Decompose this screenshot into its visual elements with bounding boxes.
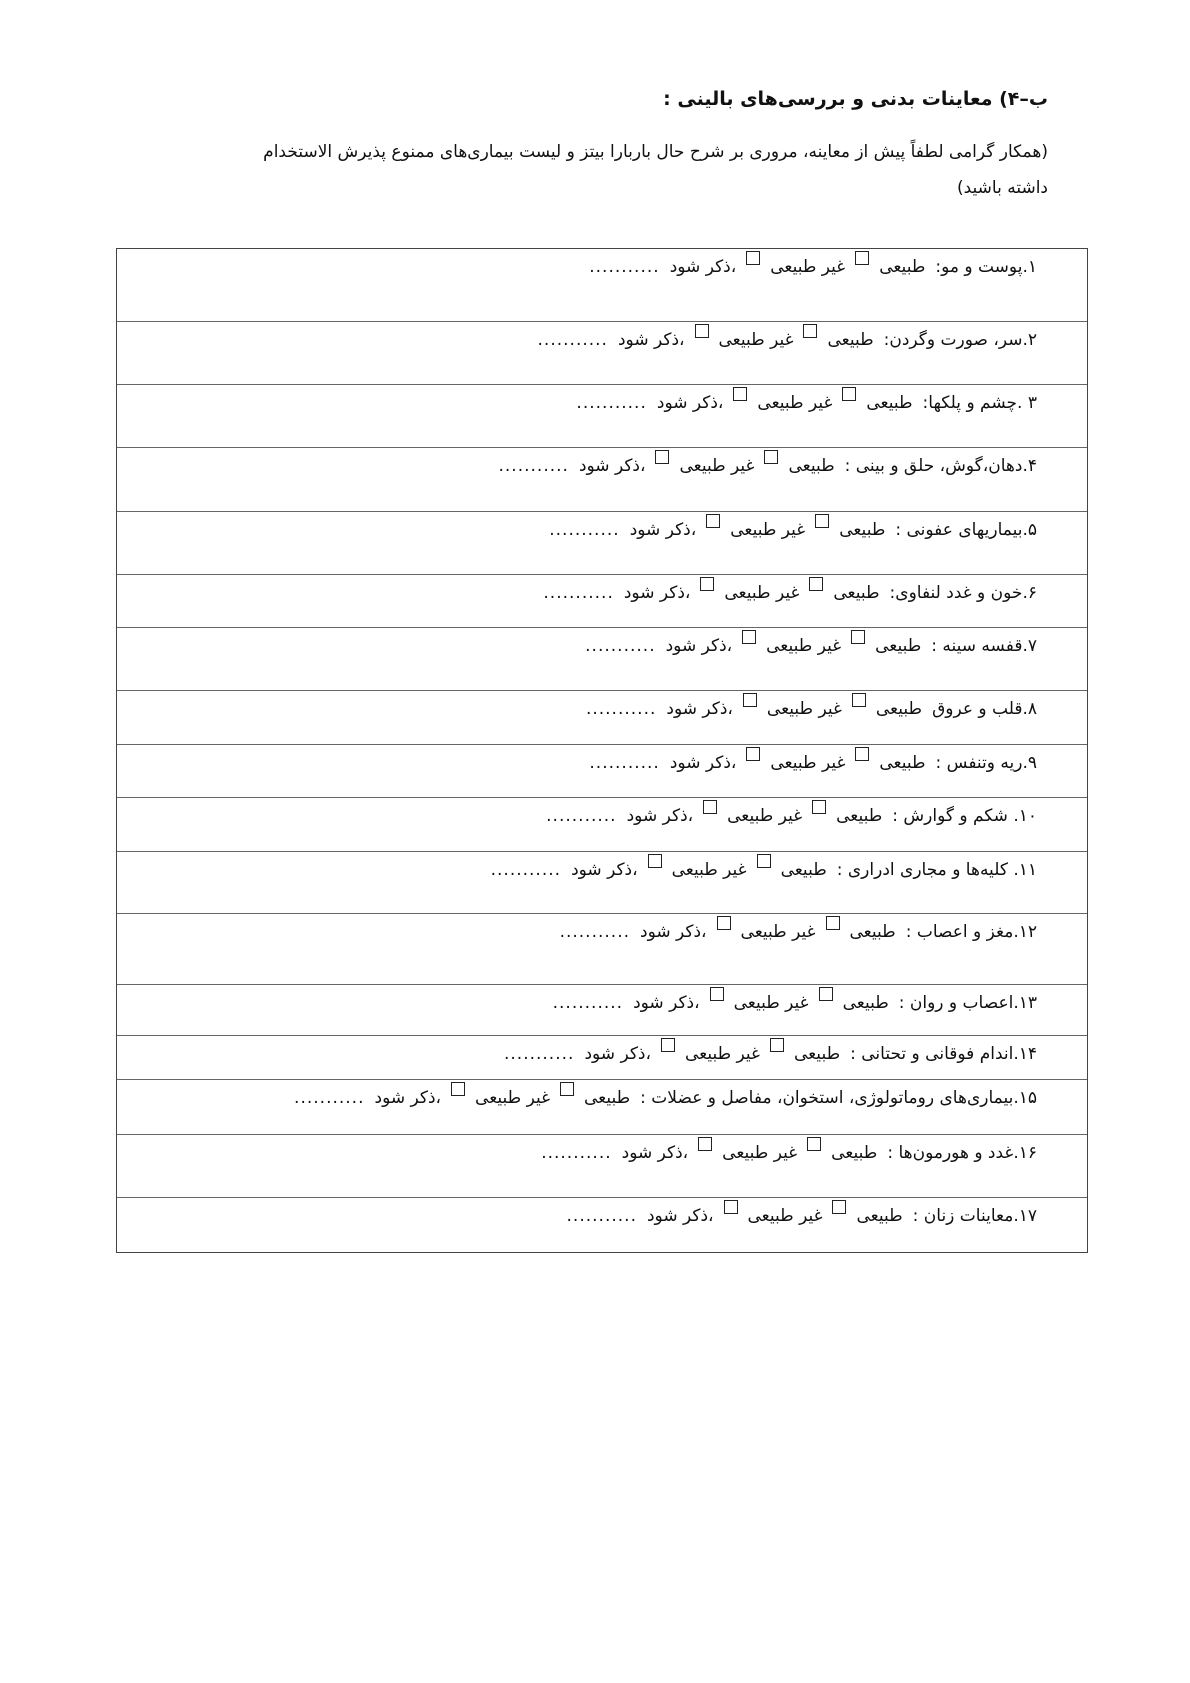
- exam-row-content: [560, 922, 1037, 942]
- abnormal-checkbox[interactable]: [706, 514, 720, 528]
- exam-row-content: [541, 1143, 1037, 1163]
- exam-row-content: [576, 393, 1037, 413]
- exam-row: [117, 851, 1087, 913]
- normal-label: طبیعی: [793, 1044, 841, 1064]
- normal-checkbox[interactable]: [826, 916, 840, 930]
- abnormal-label: غیر طبیعی: [747, 1206, 823, 1226]
- exam-row: [117, 913, 1087, 984]
- exam-row: [117, 1079, 1087, 1134]
- specify-label: ،ذکر شود: [666, 699, 733, 719]
- abnormal-label: غیر طبیعی: [722, 1143, 798, 1163]
- exam-row-content: [549, 520, 1037, 540]
- specify-blank[interactable]: ...........: [576, 393, 647, 413]
- exam-item-label: ۱۶.غدد و هورمون‌ها :: [887, 1143, 1037, 1163]
- abnormal-label: غیر طبیعی: [757, 393, 833, 413]
- normal-checkbox[interactable]: [560, 1082, 574, 1096]
- exam-row: [117, 690, 1087, 744]
- specify-label: ،ذکر شود: [623, 583, 691, 603]
- normal-label: طبیعی: [875, 636, 922, 656]
- exam-row: [117, 744, 1087, 797]
- normal-label: طبیعی: [831, 1143, 878, 1163]
- exam-item-label: ۲.سر، صورت وگردن:: [883, 330, 1037, 350]
- specify-blank[interactable]: ...........: [503, 1044, 575, 1064]
- exam-row-content: [553, 993, 1037, 1013]
- normal-label: طبیعی: [788, 456, 835, 476]
- exam-row-content: [294, 1088, 1037, 1108]
- normal-checkbox[interactable]: [855, 747, 869, 761]
- abnormal-label: غیر طبیعی: [679, 456, 755, 476]
- exam-row-content: [538, 330, 1037, 350]
- exam-item-label: ۱.پوست و مو:: [935, 257, 1037, 277]
- exam-row-content: [543, 583, 1037, 603]
- exam-row-content: [567, 1206, 1037, 1226]
- abnormal-checkbox[interactable]: [743, 693, 757, 707]
- normal-checkbox[interactable]: [819, 987, 833, 1001]
- exam-item-label: ۱۷.معاینات زنان :: [912, 1206, 1037, 1226]
- abnormal-checkbox[interactable]: [655, 450, 669, 464]
- abnormal-label: غیر طبیعی: [684, 1044, 760, 1064]
- exam-row: [117, 511, 1087, 574]
- exam-row: [117, 574, 1087, 627]
- specify-label: ،ذکر شود: [656, 393, 724, 413]
- normal-checkbox[interactable]: [809, 577, 823, 591]
- specify-label: ،ذکر شود: [629, 520, 697, 540]
- abnormal-checkbox[interactable]: [724, 1200, 738, 1214]
- exam-item-label: ۱۴.اندام فوقانی و تحتانی :: [850, 1044, 1037, 1064]
- exam-row: [117, 384, 1087, 447]
- normal-checkbox[interactable]: [852, 693, 866, 707]
- specify-blank[interactable]: ...........: [585, 636, 656, 656]
- specify-blank[interactable]: ...........: [549, 520, 620, 540]
- specify-blank[interactable]: ...........: [585, 699, 657, 719]
- specify-blank[interactable]: ...........: [589, 753, 660, 773]
- specify-label: ،ذکر شود: [669, 753, 737, 773]
- specify-blank[interactable]: ...........: [490, 860, 562, 880]
- normal-label: طبیعی: [875, 699, 923, 719]
- specify-label: ،ذکر شود: [584, 1044, 651, 1064]
- exam-item-label: ۱۰. شکم و گوارش :: [892, 806, 1037, 826]
- abnormal-label: غیر طبیعی: [766, 699, 842, 719]
- specify-label: ،ذکر شود: [578, 456, 646, 476]
- normal-label: طبیعی: [839, 520, 886, 540]
- abnormal-checkbox[interactable]: [746, 251, 760, 265]
- abnormal-label: غیر طبیعی: [671, 860, 747, 880]
- normal-checkbox[interactable]: [812, 800, 826, 814]
- specify-label: ،ذکر شود: [621, 1143, 689, 1163]
- exam-row: [117, 1197, 1087, 1252]
- normal-checkbox[interactable]: [832, 1200, 846, 1214]
- exam-row-content: [491, 860, 1037, 880]
- intro-note: [118, 134, 1048, 206]
- normal-label: طبیعی: [780, 860, 827, 880]
- abnormal-checkbox[interactable]: [661, 1038, 675, 1052]
- abnormal-checkbox[interactable]: [695, 324, 709, 338]
- exam-item-label: ۱۳.اعصاب و روان :: [898, 993, 1037, 1013]
- abnormal-checkbox[interactable]: [733, 387, 747, 401]
- abnormal-checkbox[interactable]: [698, 1137, 712, 1151]
- abnormal-checkbox[interactable]: [703, 800, 717, 814]
- specify-blank[interactable]: ...........: [537, 330, 608, 350]
- normal-checkbox[interactable]: [764, 450, 778, 464]
- normal-label: طبیعی: [849, 922, 896, 942]
- exam-row: [117, 627, 1087, 690]
- specify-blank[interactable]: ...........: [546, 806, 617, 826]
- specify-label: ،ذکر شود: [633, 993, 700, 1013]
- abnormal-label: غیر طبیعی: [727, 806, 803, 826]
- abnormal-checkbox[interactable]: [700, 577, 714, 591]
- specify-label: ،ذکر شود: [646, 1206, 714, 1226]
- exam-item-label: ۸.قلب و عروق: [932, 699, 1037, 719]
- normal-checkbox[interactable]: [770, 1038, 784, 1052]
- exam-item-label: ۳ .چشم و پلکها:: [922, 393, 1037, 413]
- section-heading: ب–۴) معاینات بدنی و بررسی‌های بالینی :: [663, 88, 1048, 110]
- exam-item-label: ۹.ریه وتنفس :: [935, 753, 1037, 773]
- abnormal-label: غیر طبیعی: [730, 520, 806, 540]
- abnormal-checkbox[interactable]: [451, 1082, 465, 1096]
- exam-row: [117, 797, 1087, 851]
- exam-row-content: [499, 456, 1038, 476]
- normal-label: طبیعی: [584, 1088, 631, 1108]
- specify-label: ،ذکر شود: [665, 636, 733, 656]
- exam-row-content: [546, 806, 1037, 826]
- exam-row: [117, 984, 1087, 1035]
- exam-item-label: ۶.خون و غدد لنفاوی:: [889, 583, 1037, 603]
- abnormal-label: غیر طبیعی: [766, 636, 842, 656]
- intro-line-2: داشته باشید): [956, 178, 1048, 198]
- specify-blank[interactable]: ...........: [589, 257, 660, 277]
- exam-row-content: [586, 699, 1037, 719]
- abnormal-label: غیر طبیعی: [770, 753, 846, 773]
- normal-label: طبیعی: [827, 330, 874, 350]
- exam-row: [117, 1134, 1087, 1197]
- abnormal-checkbox[interactable]: [710, 987, 724, 1001]
- exam-row: [117, 321, 1087, 384]
- exam-item-label: ۵.بیماریهای عفونی :: [895, 520, 1037, 540]
- normal-checkbox[interactable]: [815, 514, 829, 528]
- abnormal-label: غیر طبیعی: [770, 257, 846, 277]
- specify-label: ،ذکر شود: [669, 257, 737, 277]
- exam-item-label: ۱۱. کلیه‌ها و مجاری ادراری :: [836, 860, 1037, 880]
- exam-row: [117, 1035, 1087, 1079]
- exam-row: [117, 249, 1087, 321]
- exam-item-label: ۱۲.مغز و اعصاب :: [905, 922, 1037, 942]
- exam-item-label: ۱۵.بیماری‌های روماتولوژی، استخوان، مفاصل و عضلات :: [640, 1088, 1037, 1108]
- specify-blank[interactable]: ...........: [498, 456, 569, 476]
- normal-label: طبیعی: [842, 993, 889, 1013]
- normal-checkbox[interactable]: [757, 854, 771, 868]
- exam-row-content: [589, 753, 1037, 773]
- normal-checkbox[interactable]: [807, 1137, 821, 1151]
- normal-label: طبیعی: [836, 806, 883, 826]
- specify-label: ،ذکر شود: [571, 860, 638, 880]
- normal-label: طبیعی: [856, 1206, 903, 1226]
- exam-table: [116, 248, 1088, 1253]
- specify-blank[interactable]: ...........: [559, 922, 631, 942]
- abnormal-checkbox[interactable]: [746, 747, 760, 761]
- exam-row-content: [589, 257, 1037, 277]
- specify-label: ،ذکر شود: [617, 330, 685, 350]
- abnormal-label: غیر طبیعی: [733, 993, 809, 1013]
- intro-line-1: (همکار گرامی لطفاً پیش از معاینه، مروری بر شرح حال باربارا بیتز و لیست بیماری‌های ممنوع پذیرش الاستخدام: [263, 142, 1048, 162]
- normal-label: طبیعی: [879, 257, 926, 277]
- specify-label: ،ذکر شود: [640, 922, 707, 942]
- exam-item-label: ۴.دهان،گوش، حلق و بینی :: [844, 456, 1037, 476]
- abnormal-checkbox[interactable]: [742, 630, 756, 644]
- abnormal-label: غیر طبیعی: [718, 330, 794, 350]
- abnormal-checkbox[interactable]: [648, 854, 662, 868]
- abnormal-label: غیر طبیعی: [740, 922, 816, 942]
- normal-label: طبیعی: [833, 583, 880, 603]
- specify-blank[interactable]: ...........: [566, 1206, 637, 1226]
- abnormal-label: غیر طبیعی: [475, 1088, 550, 1108]
- specify-blank[interactable]: ...........: [552, 993, 624, 1013]
- exam-row-content: [504, 1044, 1037, 1064]
- normal-checkbox[interactable]: [855, 251, 869, 265]
- exam-item-label: ۷.قفسه سینه :: [931, 636, 1037, 656]
- exam-row-content: [585, 636, 1037, 656]
- normal-checkbox[interactable]: [803, 324, 817, 338]
- normal-checkbox[interactable]: [851, 630, 865, 644]
- normal-checkbox[interactable]: [842, 387, 856, 401]
- specify-blank[interactable]: ...........: [543, 583, 614, 603]
- normal-label: طبیعی: [879, 753, 926, 773]
- abnormal-checkbox[interactable]: [717, 916, 731, 930]
- specify-blank[interactable]: ...........: [541, 1143, 612, 1163]
- specify-blank[interactable]: ...........: [294, 1088, 365, 1108]
- abnormal-label: غیر طبیعی: [724, 583, 800, 603]
- specify-label: ،ذکر شود: [374, 1088, 442, 1108]
- exam-row: [117, 447, 1087, 511]
- normal-label: طبیعی: [866, 393, 913, 413]
- specify-label: ،ذکر شود: [626, 806, 694, 826]
